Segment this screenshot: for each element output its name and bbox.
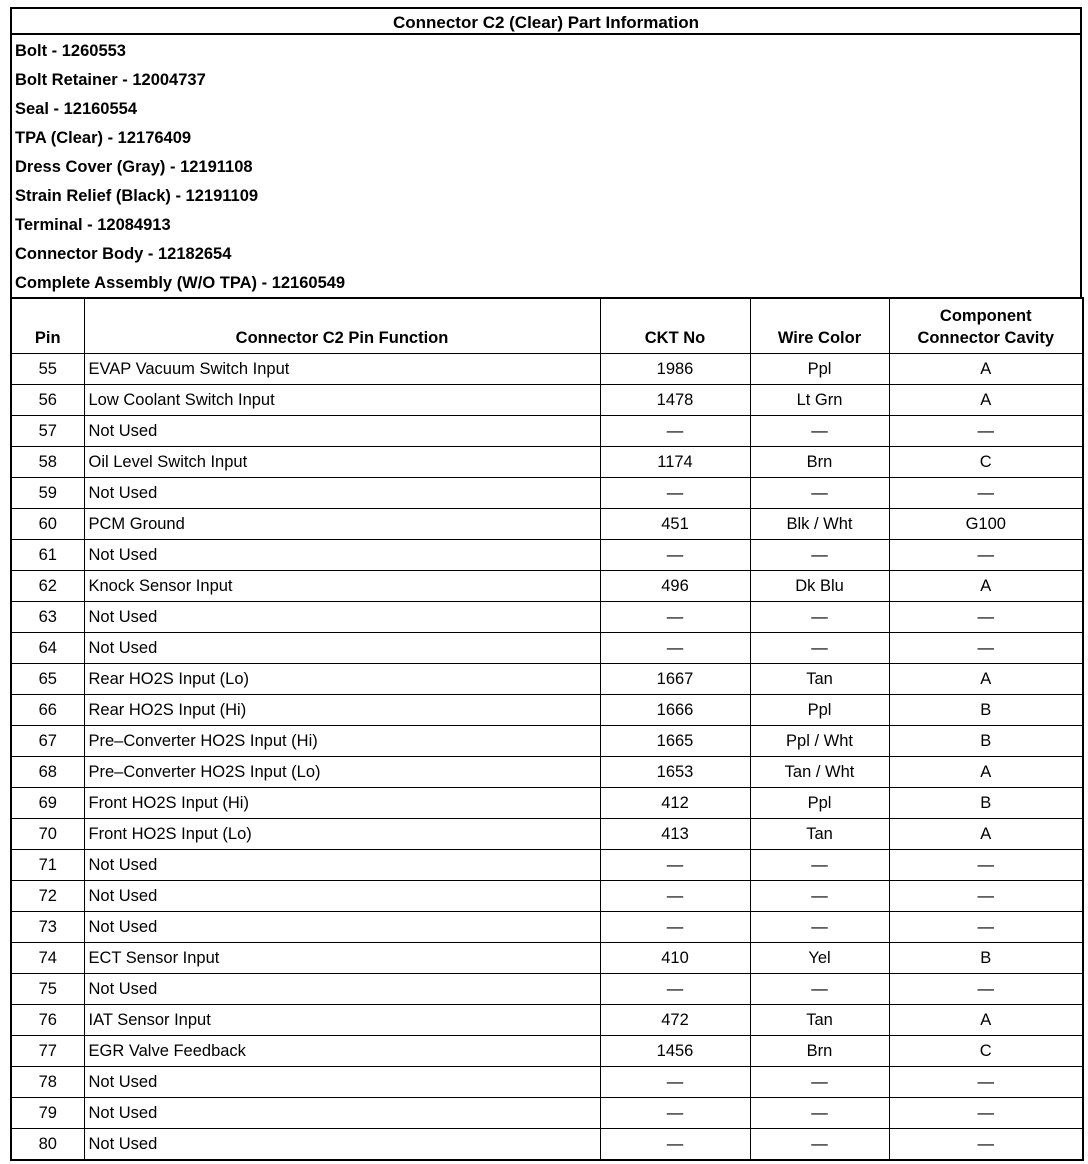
table-row <box>11 447 1083 478</box>
cavity-cell: C <box>889 447 1083 478</box>
table-row <box>11 540 1083 571</box>
wire-color-cell: Tan <box>750 1005 889 1036</box>
wire-color-cell: — <box>750 974 889 1005</box>
ckt-cell: — <box>600 633 750 664</box>
part-item: Seal - 12160554 <box>15 100 138 118</box>
column-header-wire-color: Wire Color <box>750 298 889 354</box>
cavity-cell: — <box>889 1129 1083 1161</box>
function-cell: Not Used <box>84 1098 600 1129</box>
cavity-cell: — <box>889 974 1083 1005</box>
pin-cell: 59 <box>11 478 84 509</box>
table-header-row <box>11 298 1083 354</box>
wire-color-cell: Ppl / Wht <box>750 726 889 757</box>
table-row <box>11 881 1083 912</box>
table-row <box>11 943 1083 974</box>
part-item: Bolt - 1260553 <box>15 42 126 60</box>
part-item: Complete Assembly (W/O TPA) - 12160549 <box>15 274 346 292</box>
pin-function-table <box>10 297 1084 1161</box>
cavity-cell: A <box>889 1005 1083 1036</box>
pin-cell: 74 <box>11 943 84 974</box>
part-item: TPA (Clear) - 12176409 <box>15 129 192 147</box>
ckt-cell: — <box>600 1067 750 1098</box>
ckt-cell: — <box>600 912 750 943</box>
pin-cell: 56 <box>11 385 84 416</box>
pin-cell: 79 <box>11 1098 84 1129</box>
table-row <box>11 1098 1083 1129</box>
cavity-cell: — <box>889 912 1083 943</box>
wire-color-cell: Dk Blu <box>750 571 889 602</box>
function-cell: Rear HO2S Input (Lo) <box>84 664 600 695</box>
pin-cell: 64 <box>11 633 84 664</box>
table-row <box>11 478 1083 509</box>
ckt-cell: — <box>600 540 750 571</box>
part-item: Connector Body - 12182654 <box>15 245 232 263</box>
pin-cell: 78 <box>11 1067 84 1098</box>
ckt-cell: 410 <box>600 943 750 974</box>
ckt-cell: 1478 <box>600 385 750 416</box>
column-header-function: Connector C2 Pin Function <box>84 298 600 354</box>
function-cell: Not Used <box>84 974 600 1005</box>
ckt-cell: 1986 <box>600 354 750 385</box>
wire-color-cell: — <box>750 416 889 447</box>
pin-cell: 77 <box>11 1036 84 1067</box>
part-information-list <box>10 35 1082 297</box>
wire-color-cell: Lt Grn <box>750 385 889 416</box>
cavity-cell: — <box>889 540 1083 571</box>
pin-cell: 65 <box>11 664 84 695</box>
ckt-cell: — <box>600 602 750 633</box>
cavity-cell: — <box>889 602 1083 633</box>
pin-cell: 75 <box>11 974 84 1005</box>
pin-cell: 58 <box>11 447 84 478</box>
cavity-cell: B <box>889 695 1083 726</box>
function-cell: Pre–Converter HO2S Input (Hi) <box>84 726 600 757</box>
wire-color-cell: — <box>750 478 889 509</box>
function-cell: Low Coolant Switch Input <box>84 385 600 416</box>
wire-color-cell: — <box>750 1067 889 1098</box>
table-row <box>11 385 1083 416</box>
function-cell: EVAP Vacuum Switch Input <box>84 354 600 385</box>
table-row <box>11 571 1083 602</box>
function-cell: IAT Sensor Input <box>84 1005 600 1036</box>
table-row <box>11 1129 1083 1161</box>
wire-color-cell: Tan <box>750 664 889 695</box>
cavity-header-line1: Component <box>939 307 1032 325</box>
pin-cell: 63 <box>11 602 84 633</box>
cavity-cell: A <box>889 757 1083 788</box>
wire-color-cell: Ppl <box>750 354 889 385</box>
function-cell: Not Used <box>84 912 600 943</box>
ckt-cell: — <box>600 974 750 1005</box>
pin-rows <box>11 354 1083 1161</box>
function-cell: Not Used <box>84 1129 600 1161</box>
table-row <box>11 1067 1083 1098</box>
table-row <box>11 819 1083 850</box>
wire-color-cell: Blk / Wht <box>750 509 889 540</box>
cavity-cell: A <box>889 385 1083 416</box>
wire-color-cell: — <box>750 881 889 912</box>
part-item: Dress Cover (Gray) - 12191108 <box>15 158 253 176</box>
function-cell: Not Used <box>84 540 600 571</box>
cavity-cell: — <box>889 633 1083 664</box>
ckt-cell: — <box>600 416 750 447</box>
pin-cell: 69 <box>11 788 84 819</box>
column-header-cavity <box>889 298 1083 354</box>
table-row <box>11 602 1083 633</box>
cavity-cell: — <box>889 850 1083 881</box>
cavity-cell: A <box>889 664 1083 695</box>
ckt-cell: 1666 <box>600 695 750 726</box>
pin-cell: 67 <box>11 726 84 757</box>
ckt-cell: 451 <box>600 509 750 540</box>
cavity-cell: — <box>889 881 1083 912</box>
table-row <box>11 509 1083 540</box>
cavity-cell: — <box>889 1067 1083 1098</box>
ckt-cell: — <box>600 478 750 509</box>
part-item: Strain Relief (Black) - 12191109 <box>15 187 259 205</box>
ckt-cell: — <box>600 850 750 881</box>
function-cell: ECT Sensor Input <box>84 943 600 974</box>
cavity-cell: A <box>889 571 1083 602</box>
ckt-cell: 1665 <box>600 726 750 757</box>
function-cell: Not Used <box>84 602 600 633</box>
ckt-cell: 1456 <box>600 1036 750 1067</box>
cavity-cell: A <box>889 354 1083 385</box>
table-row <box>11 1036 1083 1067</box>
wire-color-cell: — <box>750 1129 889 1161</box>
wire-color-cell: — <box>750 850 889 881</box>
pin-cell: 70 <box>11 819 84 850</box>
pin-cell: 71 <box>11 850 84 881</box>
pin-cell: 60 <box>11 509 84 540</box>
pin-cell: 76 <box>11 1005 84 1036</box>
function-cell: PCM Ground <box>84 509 600 540</box>
function-cell: Knock Sensor Input <box>84 571 600 602</box>
wire-color-cell: — <box>750 633 889 664</box>
table-row <box>11 695 1083 726</box>
ckt-cell: 1174 <box>600 447 750 478</box>
table-row <box>11 850 1083 881</box>
cavity-cell: C <box>889 1036 1083 1067</box>
wire-color-cell: Yel <box>750 943 889 974</box>
function-cell: Front HO2S Input (Lo) <box>84 819 600 850</box>
cavity-cell: B <box>889 788 1083 819</box>
cavity-cell: G100 <box>889 509 1083 540</box>
column-header-pin: Pin <box>11 298 84 354</box>
cavity-header-line2: Connector Cavity <box>917 329 1055 347</box>
page-title: Connector C2 (Clear) Part Information <box>10 7 1082 35</box>
table-row <box>11 726 1083 757</box>
pin-cell: 57 <box>11 416 84 447</box>
pin-cell: 68 <box>11 757 84 788</box>
ckt-cell: — <box>600 881 750 912</box>
wire-color-cell: — <box>750 912 889 943</box>
ckt-cell: 472 <box>600 1005 750 1036</box>
cavity-cell: B <box>889 726 1083 757</box>
ckt-cell: 412 <box>600 788 750 819</box>
cavity-cell: B <box>889 943 1083 974</box>
function-cell: Not Used <box>84 1067 600 1098</box>
table-row <box>11 1005 1083 1036</box>
function-cell: Oil Level Switch Input <box>84 447 600 478</box>
wire-color-cell: Tan / Wht <box>750 757 889 788</box>
ckt-cell: 1653 <box>600 757 750 788</box>
pin-cell: 55 <box>11 354 84 385</box>
table-row <box>11 633 1083 664</box>
table-row <box>11 354 1083 385</box>
table-row <box>11 664 1083 695</box>
function-cell: Not Used <box>84 416 600 447</box>
cavity-cell: — <box>889 416 1083 447</box>
wire-color-cell: Tan <box>750 819 889 850</box>
pin-cell: 80 <box>11 1129 84 1161</box>
cavity-cell: — <box>889 1098 1083 1129</box>
table-row <box>11 416 1083 447</box>
part-item: Bolt Retainer - 12004737 <box>15 71 206 89</box>
ckt-cell: 1667 <box>600 664 750 695</box>
function-cell: Pre–Converter HO2S Input (Lo) <box>84 757 600 788</box>
function-cell: EGR Valve Feedback <box>84 1036 600 1067</box>
function-cell: Not Used <box>84 881 600 912</box>
wire-color-cell: — <box>750 1098 889 1129</box>
table-row <box>11 974 1083 1005</box>
wire-color-cell: Ppl <box>750 788 889 819</box>
pin-cell: 61 <box>11 540 84 571</box>
ckt-cell: — <box>600 1098 750 1129</box>
ckt-cell: 496 <box>600 571 750 602</box>
ckt-cell: 413 <box>600 819 750 850</box>
function-cell: Not Used <box>84 850 600 881</box>
pin-cell: 66 <box>11 695 84 726</box>
cavity-cell: — <box>889 478 1083 509</box>
pin-cell: 73 <box>11 912 84 943</box>
wire-color-cell: Ppl <box>750 695 889 726</box>
connector-c2-sheet <box>10 7 1082 1161</box>
function-cell: Front HO2S Input (Hi) <box>84 788 600 819</box>
function-cell: Rear HO2S Input (Hi) <box>84 695 600 726</box>
pin-cell: 72 <box>11 881 84 912</box>
cavity-cell: A <box>889 819 1083 850</box>
wire-color-cell: — <box>750 602 889 633</box>
part-item: Terminal - 12084913 <box>15 216 171 234</box>
wire-color-cell: — <box>750 540 889 571</box>
table-row <box>11 757 1083 788</box>
table-row <box>11 912 1083 943</box>
column-header-ckt: CKT No <box>600 298 750 354</box>
wire-color-cell: Brn <box>750 1036 889 1067</box>
table-row <box>11 788 1083 819</box>
function-cell: Not Used <box>84 633 600 664</box>
function-cell: Not Used <box>84 478 600 509</box>
wire-color-cell: Brn <box>750 447 889 478</box>
pin-cell: 62 <box>11 571 84 602</box>
ckt-cell: — <box>600 1129 750 1161</box>
